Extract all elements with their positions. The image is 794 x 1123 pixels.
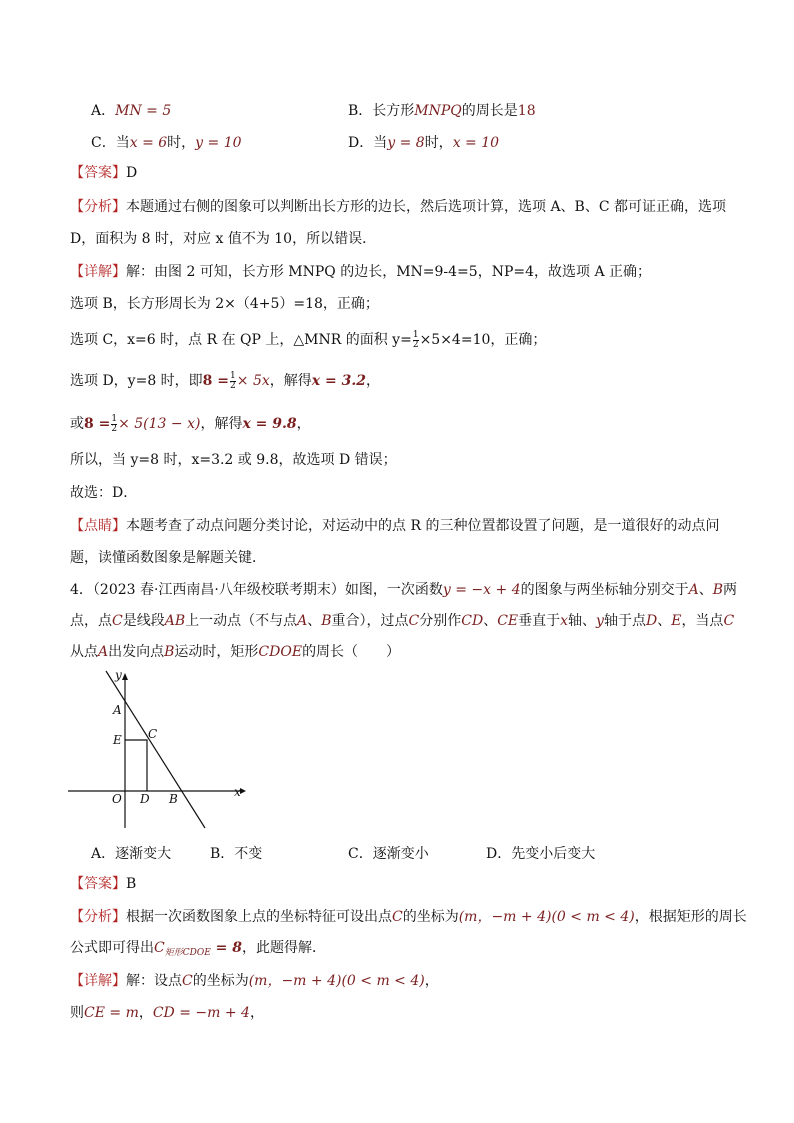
label-d: D xyxy=(140,792,150,806)
stem-text: 两 xyxy=(723,582,738,598)
stem-text: 从点 xyxy=(70,644,98,660)
stem-text: ，当点 xyxy=(681,613,724,629)
stem-math: B xyxy=(164,644,175,660)
q3-detail-line6: 所以，当 y=8 时，x=3.2 或 9.8，故选项 D 错误； xyxy=(70,452,397,468)
q3-detail-line7: 故选：D． xyxy=(70,485,138,501)
analysis-math: (m，−m + 4)(0 < m < 4) xyxy=(458,909,635,925)
analysis-text: 公式即可得出 xyxy=(70,940,154,956)
option-math: y = 8 xyxy=(387,135,425,151)
q4-stem-line2 xyxy=(70,611,734,631)
detail-text: 选项 D，y=8 时，即 xyxy=(70,373,203,389)
analysis-subscript: 矩形CDOE xyxy=(164,948,211,958)
option-math: MN = 5 xyxy=(115,103,172,119)
option-math: y = 10 xyxy=(195,135,242,151)
stem-text: 、 xyxy=(657,613,672,629)
stem-text: 运动时，矩形 xyxy=(174,644,259,660)
q3-option-a xyxy=(91,101,171,121)
detail-text: ，解得 xyxy=(269,373,312,389)
answer-tag: 【答案】 xyxy=(70,876,126,892)
stem-math: C xyxy=(408,613,420,629)
stem-text: 出发向点 xyxy=(108,644,165,660)
analysis-tag: 【分析】 xyxy=(70,199,126,215)
detail-text: 解：由图 2 可知，长方形 MNPQ 的边长，MN=9-4=5，NP=4，故选项 A 正确； xyxy=(126,264,652,280)
analysis-math: C xyxy=(392,909,403,925)
detail-text: ， xyxy=(365,373,380,389)
q3-detail-line3 xyxy=(70,330,546,350)
q4-detail-line1 xyxy=(70,971,439,991)
detail-text: ， xyxy=(138,1005,153,1021)
detail-text: ， xyxy=(296,416,311,432)
option-label: C．当 xyxy=(91,135,130,151)
label-e: E xyxy=(113,733,122,747)
analysis-text: ，根据矩形的周长 xyxy=(634,909,747,925)
q4-analysis-line1 xyxy=(70,907,747,927)
q4-detail-line2 xyxy=(70,1003,264,1023)
detail-tag: 【详解】 xyxy=(70,973,126,989)
answer-tag: 【答案】 xyxy=(70,165,126,181)
fraction xyxy=(413,331,419,350)
detail-tag: 【详解】 xyxy=(70,264,126,280)
stem-math: C xyxy=(723,613,735,629)
q3-answer xyxy=(70,163,137,183)
analysis-tag: 【分析】 xyxy=(70,909,126,925)
stem-math: y xyxy=(596,613,604,629)
fraction xyxy=(111,415,117,434)
option-text: 时， xyxy=(424,135,453,151)
stem-math: CDOE xyxy=(258,644,303,660)
stem-math: A xyxy=(297,613,308,629)
q4-stem-line3 xyxy=(70,642,400,662)
analysis-text: 根据一次函数图象上点的坐标特征可设出点 xyxy=(126,909,392,925)
q3-detail-line2: 选项 B，长方形周长为 2×（4+5）=18，正确； xyxy=(70,296,379,312)
stem-text: 4．（2023 春·江西南昌·八年级校联考期末）如图，一次函数 xyxy=(70,582,443,598)
detail-math: × 5x xyxy=(236,373,270,389)
q3-analysis-line2: D，面积为 8 时，对应 x 值不为 10，所以错误． xyxy=(70,231,377,247)
stem-text: 的周长（ ） xyxy=(302,644,401,660)
comment-tag: 【点睛】 xyxy=(70,518,126,534)
analysis-math: C xyxy=(154,940,165,956)
stem-text: 的图象与两坐标轴分别交于 xyxy=(520,582,689,598)
fraction-numerator: 1 xyxy=(111,413,118,424)
analysis-text: ，此题得解． xyxy=(242,940,327,956)
detail-math: CD = −m + 4 xyxy=(152,1005,250,1021)
fraction-numerator: 1 xyxy=(230,370,236,381)
stem-math: A xyxy=(98,644,109,660)
option-math: x = 6 xyxy=(129,135,168,151)
detail-math: CE = m xyxy=(84,1005,139,1021)
rectangle-cdoe xyxy=(125,740,147,791)
q4-option-b: B．不变 xyxy=(210,846,263,862)
option-text: 的周长是 xyxy=(461,103,518,119)
detail-text: ， xyxy=(424,973,439,989)
x-axis-arrow xyxy=(240,788,246,794)
stem-text: 轴于点 xyxy=(603,613,646,629)
option-label: B．长方形 xyxy=(348,103,415,119)
label-b: B xyxy=(169,792,178,806)
analysis-text: 的坐标为 xyxy=(402,909,459,925)
answer-text: D xyxy=(126,165,138,181)
q3-detail-line1 xyxy=(70,262,651,282)
label-o: O xyxy=(112,792,122,806)
q4-answer xyxy=(70,874,136,894)
detail-math: x = 3.2 xyxy=(311,373,366,389)
stem-math: D xyxy=(645,613,658,629)
q3-comment-line2: 题，读懂函数图象是解题关键． xyxy=(70,550,266,566)
fraction-denominator: 2 xyxy=(111,423,118,434)
stem-math: B xyxy=(712,582,724,598)
detail-math: C xyxy=(182,973,193,989)
fraction-numerator: 1 xyxy=(412,329,419,340)
stem-text: 上一动点（不与点 xyxy=(185,613,298,629)
comment-text: 本题考查了动点问题分类讨论，对运动中的点 R 的三种位置都设置了问题，是一道很好的动点问 xyxy=(126,518,720,534)
detail-text: 选项 C，x=6 时，点 R 在 QP 上，△MNR 的面积 y= xyxy=(70,332,412,348)
detail-text: 或 xyxy=(70,416,84,432)
stem-text: 是线段 xyxy=(122,613,165,629)
q4-option-c: C．逐渐变小 xyxy=(348,846,429,862)
fraction-denominator: 2 xyxy=(412,339,419,350)
stem-math: E xyxy=(671,613,682,629)
stem-math: AB xyxy=(164,613,186,629)
fraction xyxy=(230,372,236,391)
detail-text: ， xyxy=(249,1005,264,1021)
stem-math: B xyxy=(321,613,332,629)
fraction-denominator: 2 xyxy=(230,380,236,391)
q4-function-graph xyxy=(68,668,248,830)
stem-text: 、 xyxy=(483,613,498,629)
analysis-text: 本题通过右侧的图象可以判断出长方形的边长，然后选项计算，选项 A、B、C 都可证正确，选项 xyxy=(126,199,727,215)
stem-text: 垂直于 xyxy=(518,613,561,629)
q4-stem-line1 xyxy=(70,580,737,600)
q3-option-d xyxy=(348,133,499,153)
analysis-math: = 8 xyxy=(210,940,243,956)
stem-text: 、 xyxy=(307,613,322,629)
detail-text: 则 xyxy=(70,1005,84,1021)
stem-math: A xyxy=(688,582,699,598)
detail-text: ，解得 xyxy=(200,416,243,432)
stem-math: x xyxy=(560,613,569,629)
stem-text: 分别作 xyxy=(419,613,462,629)
label-x: x xyxy=(234,785,241,799)
stem-text: 、 xyxy=(698,582,713,598)
q3-detail-line5 xyxy=(70,414,311,434)
option-label: D．当 xyxy=(348,135,388,151)
q3-analysis-line1 xyxy=(70,197,726,217)
detail-math: (m，−m + 4)(0 < m < 4) xyxy=(248,973,425,989)
label-c: C xyxy=(148,727,158,741)
y-axis-arrow xyxy=(122,673,128,680)
detail-math: 8 = xyxy=(202,373,230,389)
q4-option-d: D．先变小后变大 xyxy=(486,846,596,862)
detail-text: 解：设点 xyxy=(126,973,182,989)
stem-text: 点，点 xyxy=(70,613,112,629)
q4-option-a: A．逐渐变大 xyxy=(91,846,172,862)
option-label: A． xyxy=(91,103,116,119)
stem-math: CD xyxy=(461,613,484,629)
stem-math: C xyxy=(112,613,123,629)
detail-math: x = 9.8 xyxy=(242,416,297,432)
stem-text: 重合），过点 xyxy=(331,613,409,629)
stem-text: 轴、 xyxy=(568,613,597,629)
detail-text: ×5×4=10，正确； xyxy=(419,332,547,348)
stem-math: y = −x + 4 xyxy=(442,582,521,598)
option-math: x = 10 xyxy=(452,135,500,151)
option-text: 时， xyxy=(167,135,196,151)
q4-analysis-line2 xyxy=(70,938,326,963)
q3-comment-line1 xyxy=(70,516,719,536)
q3-option-c xyxy=(91,133,242,153)
detail-math: × 5(13 − x) xyxy=(118,416,201,432)
detail-math: 8 = xyxy=(84,416,111,432)
q3-detail-line4 xyxy=(70,371,380,391)
label-a: A xyxy=(113,703,122,717)
option-math: 18 xyxy=(517,103,536,119)
option-math: MNPQ xyxy=(414,103,462,119)
label-y: y xyxy=(115,668,122,682)
detail-text: 的坐标为 xyxy=(192,973,249,989)
answer-text: B xyxy=(126,876,137,892)
stem-math: CE xyxy=(497,613,519,629)
q3-option-b xyxy=(348,101,536,121)
